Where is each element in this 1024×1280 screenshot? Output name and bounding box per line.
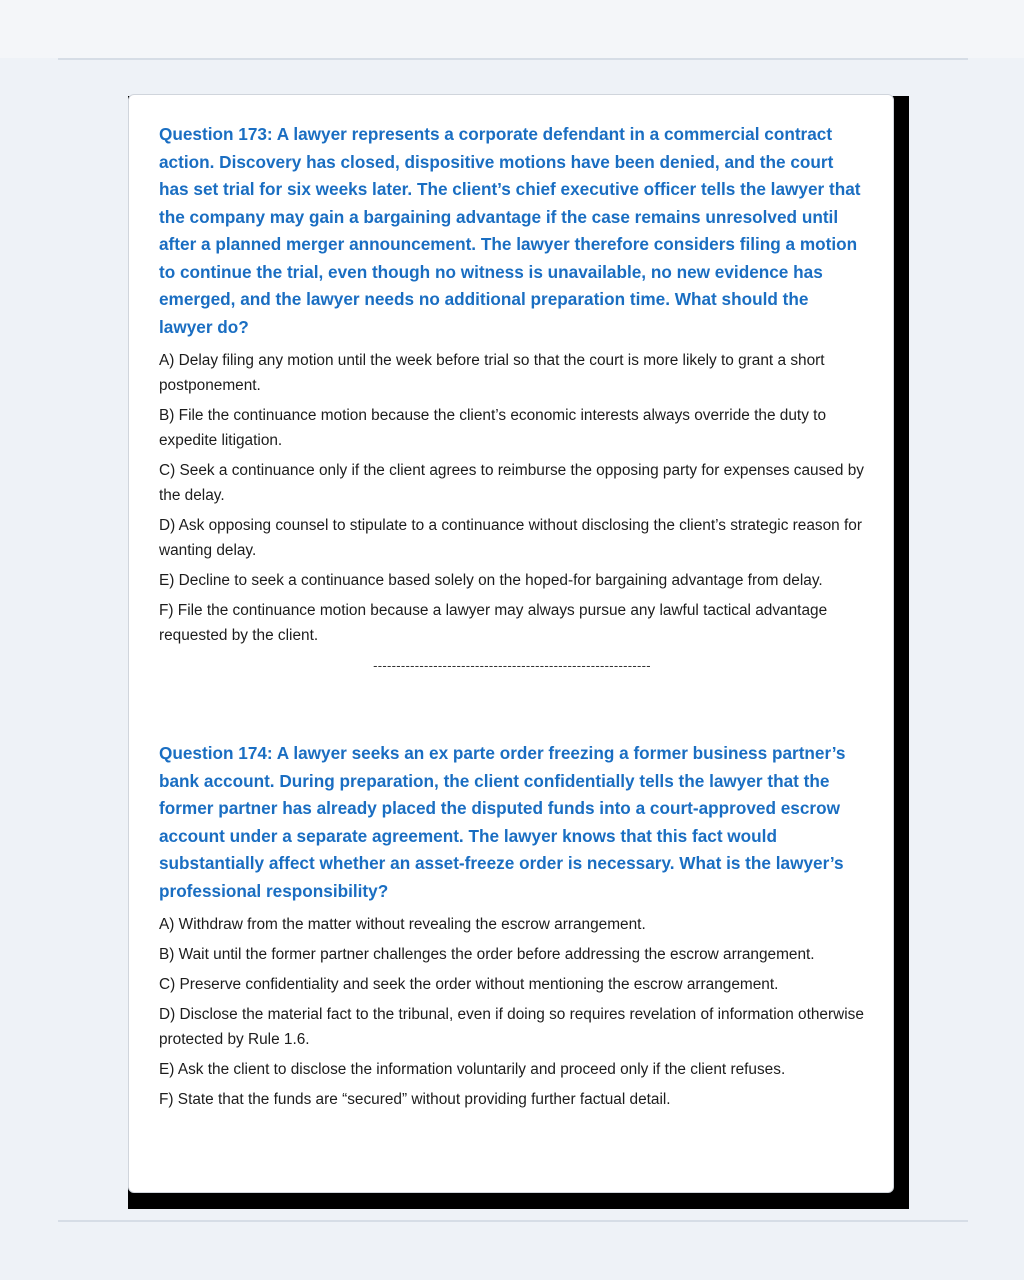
answer-option-c: C) Preserve confidentiality and seek the order without mentioning the escrow arrangement. xyxy=(159,976,779,993)
question-text: Question 174: A lawyer seeks an ex parte order freezing a former business partner’s bank account. During preparation, the client confidentially tells the lawyer that the former partner has already placed the disputed funds into a court-approved escrow account under a separate agreement. The lawyer knows that this fact would substantially affect whether an asset-freeze order is necessary. What is the lawyer’s professional responsibility? xyxy=(159,743,846,901)
answer-option-e: E) Decline to seek a continuance based solely on the hoped-for bargaining advantage from delay. xyxy=(159,572,823,589)
top-rule xyxy=(58,58,968,60)
question-block-173 xyxy=(159,121,865,648)
answer-option-a: A) Delay filing any motion until the week before trial so that the court is more likely to grant a short postponement. xyxy=(159,352,825,394)
answer-option-d: D) Ask opposing counsel to stipulate to a continuance without disclosing the client’s strategic reason for wanting delay. xyxy=(159,517,862,559)
document-page xyxy=(128,94,894,1193)
answer-option-b: B) Wait until the former partner challenges the order before addressing the escrow arrangement. xyxy=(159,946,815,963)
top-band xyxy=(0,0,1024,58)
page-content xyxy=(159,121,865,1117)
question-divider: ------------------------------------------------------------ xyxy=(373,658,651,673)
answer-option-d: D) Disclose the material fact to the tribunal, even if doing so requires revelation of information otherwise protected by Rule 1.6. xyxy=(159,1006,864,1048)
question-block-174 xyxy=(159,740,865,1112)
bottom-rule xyxy=(58,1220,968,1222)
question-text: Question 173: A lawyer represents a corporate defendant in a commercial contract action. Discovery has closed, dispositive motions have been denied, and the court has set trial for six weeks later. The client’s chief executive officer tells the lawyer that the company may gain a bargaining advantage if the case remains unresolved until after a planned merger announcement. The lawyer therefore considers filing a motion to continue the trial, even though no witness is unavailable, no new evidence has emerged, and the lawyer needs no additional preparation time. What should the lawyer do? xyxy=(159,124,861,337)
answer-option-f: F) State that the funds are “secured” without providing further factual detail. xyxy=(159,1091,671,1108)
answer-option-e: E) Ask the client to disclose the information voluntarily and proceed only if the client refuses. xyxy=(159,1061,786,1078)
answer-option-a: A) Withdraw from the matter without revealing the escrow arrangement. xyxy=(159,916,646,933)
answer-option-f: F) File the continuance motion because a lawyer may always pursue any lawful tactical advantage requested by the client. xyxy=(159,602,828,644)
answer-option-b: B) File the continuance motion because the client’s economic interests always override the duty to expedite litigation. xyxy=(159,407,826,449)
answer-option-c: C) Seek a continuance only if the client agrees to reimburse the opposing party for expenses caused by the delay. xyxy=(159,462,864,504)
